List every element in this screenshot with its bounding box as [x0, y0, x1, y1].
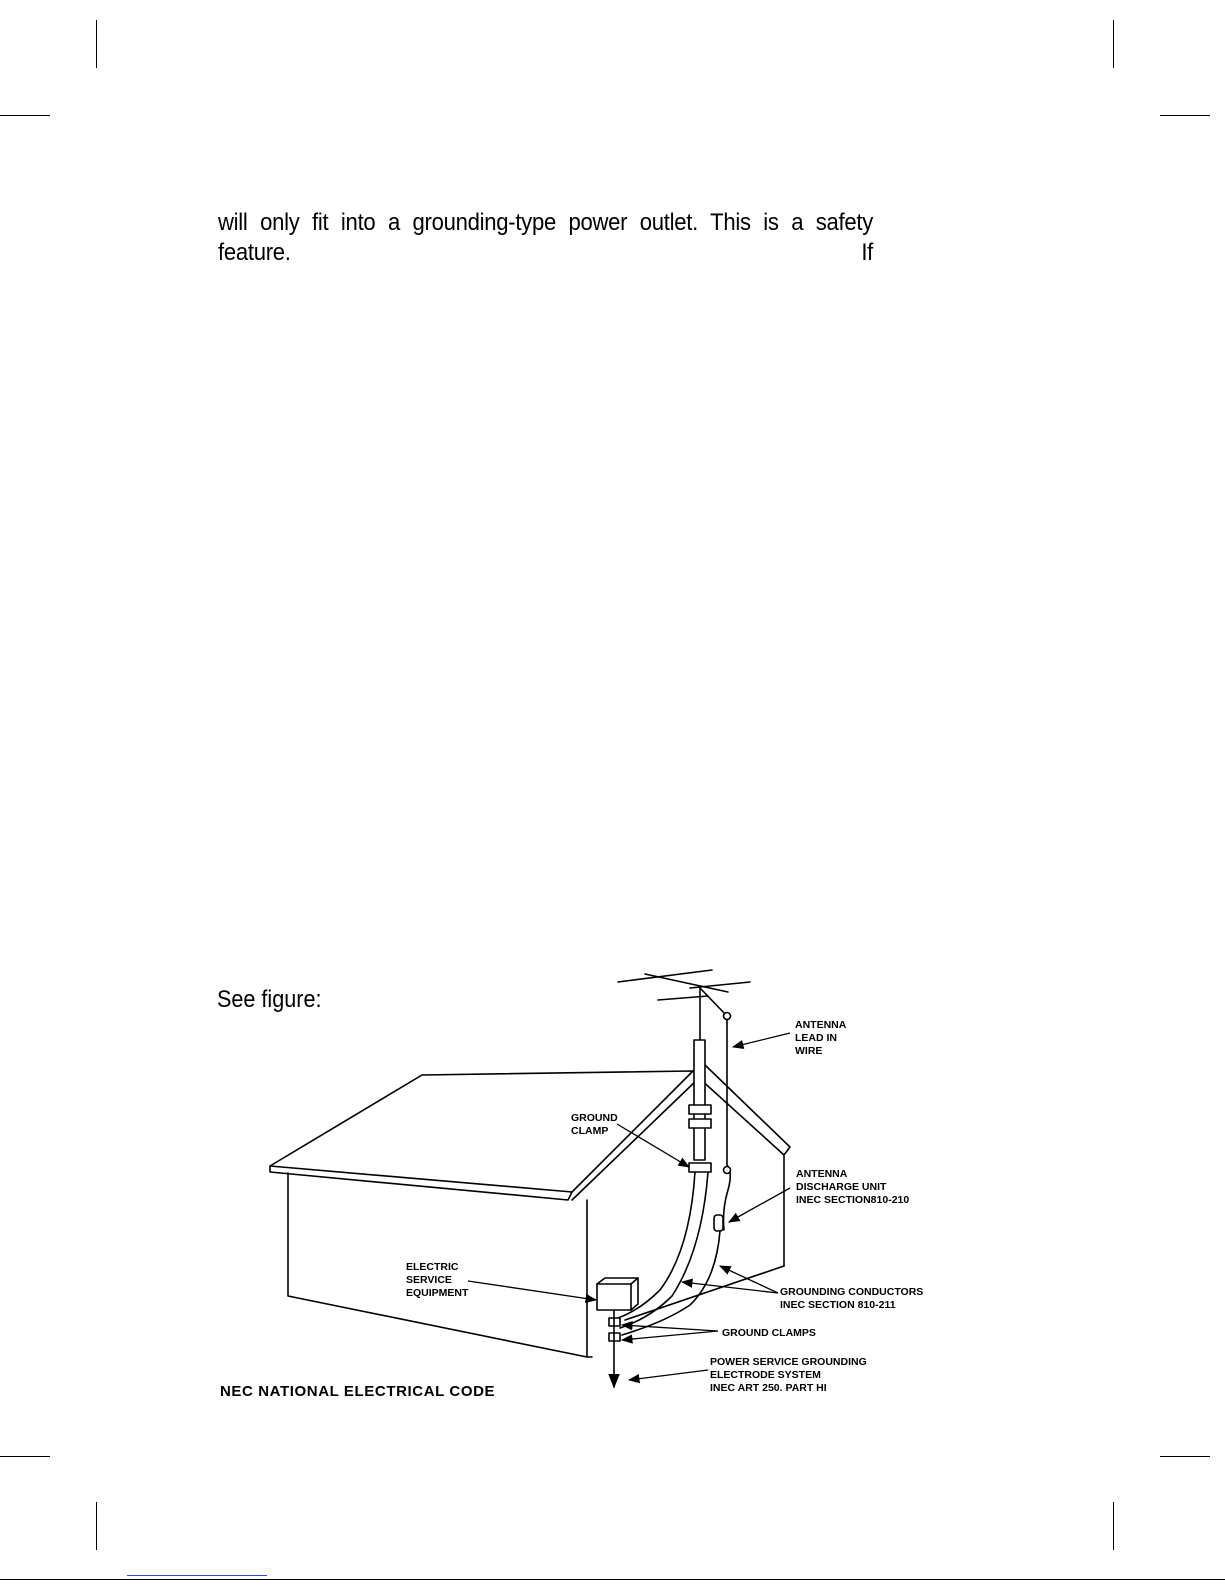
- figure-caption: NEC NATIONAL ELECTRICAL CODE: [220, 1383, 496, 1400]
- label-antenna-discharge-unit: ANTENNA DISCHARGE UNIT INEC SECTION810-210: [796, 1168, 910, 1206]
- label-ground-clamp: GROUND CLAMP: [571, 1112, 618, 1137]
- lead-in-wire: [724, 1165, 731, 1230]
- label-grounding-conductors: GROUNDING CONDUCTORS INEC SECTION 810-211: [780, 1286, 924, 1311]
- antenna-mast: [689, 1040, 711, 1172]
- grounding-conductor-discharge: [622, 1231, 720, 1335]
- see-figure-text: See figure:: [217, 986, 322, 1013]
- label-power-service-grounding: POWER SERVICE GROUNDING ELECTRODE SYSTEM INEC ART 250. PART HI: [710, 1356, 867, 1394]
- discharge-unit: [714, 1215, 723, 1231]
- electric-service-box: [597, 1278, 638, 1310]
- footer-link-underline: [127, 1575, 267, 1576]
- footer-rule: [0, 1579, 1225, 1580]
- house-roof: [270, 1065, 790, 1200]
- paragraph-text: will only fit into a grounding-type power outlet. This is a safety feature. If: [218, 209, 874, 266]
- label-antenna-lead-in-wire: ANTENNA LEAD IN WIRE: [795, 1019, 846, 1057]
- label-electric-service-equipment: ELECTRIC SERVICE EQUIPMENT: [406, 1261, 469, 1299]
- label-ground-clamps: GROUND CLAMPS: [722, 1327, 816, 1339]
